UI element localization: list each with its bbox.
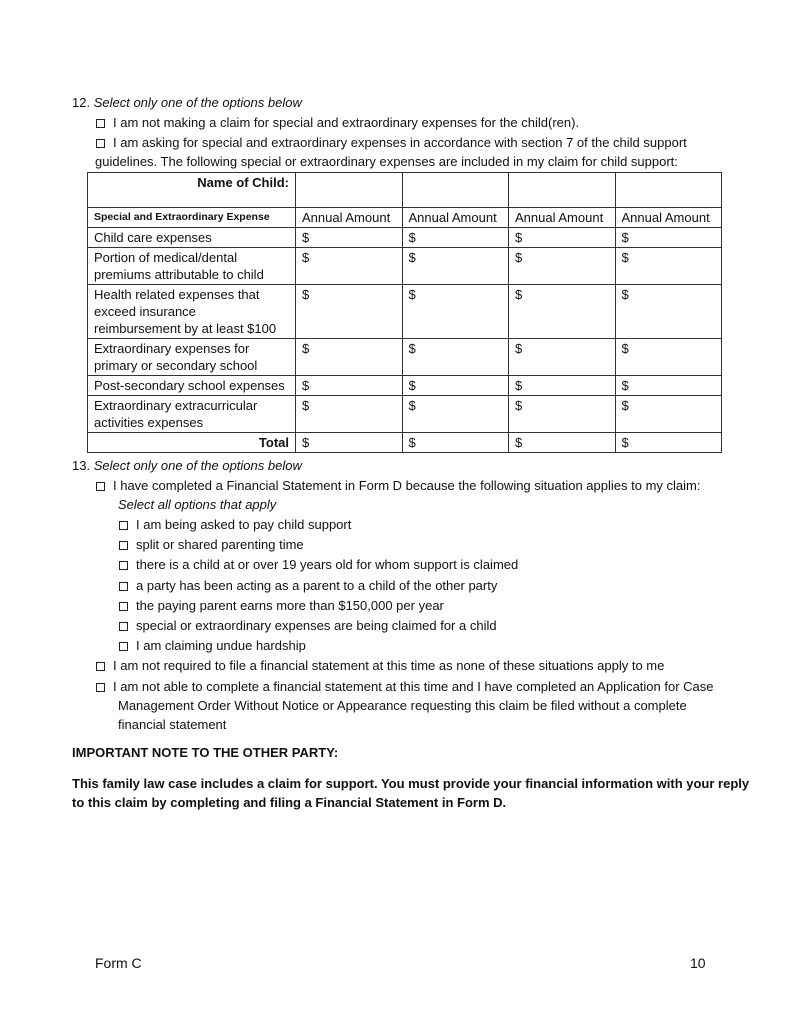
expense-name-cell (88, 248, 296, 285)
q13-sub-option-checkbox[interactable] (119, 602, 128, 611)
q13-sub-option-label: the paying parent earns more than $150,000 per year (136, 597, 444, 613)
footer-form-name: Form C (95, 955, 142, 971)
annual-amount-header: Annual Amount (296, 208, 403, 228)
currency-symbol: $ (408, 398, 416, 413)
annual-amount-cell[interactable] (402, 339, 509, 376)
currency-symbol: $ (302, 378, 310, 393)
currency-symbol: $ (515, 287, 523, 302)
annual-amount-cell[interactable] (509, 228, 616, 248)
currency-symbol: $ (302, 341, 310, 356)
q12-option-claim (96, 135, 687, 150)
annual-amount-cell[interactable] (296, 339, 403, 376)
annual-amount-header: Annual Amount (615, 208, 722, 228)
currency-symbol: $ (515, 230, 523, 245)
q12-option2-label-cont: guidelines. The following special or extraordinary expenses are included in my claim for child support: (95, 154, 678, 169)
q13-sub-option-checkbox[interactable] (119, 642, 128, 651)
q13-heading-text: Select only one of the options below (93, 458, 302, 473)
annual-amount-cell[interactable] (402, 248, 509, 285)
table-row (88, 248, 722, 285)
child-name-cell[interactable] (402, 173, 509, 208)
table-row (88, 376, 722, 396)
expense-name-line: primary or secondary school (94, 358, 258, 373)
child-name-cell[interactable] (615, 173, 722, 208)
currency-symbol: $ (302, 435, 310, 450)
total-amount-cell[interactable] (509, 433, 616, 453)
expense-name-cell (88, 228, 296, 248)
q13-sub-option-label: split or shared parenting time (136, 537, 304, 553)
annual-amount-cell[interactable] (509, 285, 616, 339)
q13-sub-option-label: I am claiming undue hardship (136, 638, 306, 654)
annual-amount-cell[interactable] (615, 376, 722, 396)
page-number: 10 (690, 955, 706, 971)
q13-option-completed (96, 478, 700, 493)
table-total-row (88, 433, 722, 453)
table-row (88, 396, 722, 433)
currency-symbol: $ (515, 341, 523, 356)
q12-option2-checkbox[interactable] (96, 139, 105, 148)
annual-amount-cell[interactable] (615, 396, 722, 433)
expense-name-line: reimbursement by at least $100 (94, 321, 277, 336)
currency-symbol: $ (621, 287, 629, 302)
child-name-cell[interactable] (509, 173, 616, 208)
currency-symbol: $ (408, 341, 416, 356)
currency-symbol: $ (408, 230, 416, 245)
currency-symbol: $ (621, 378, 629, 393)
expense-name-line: Extraordinary expenses for (94, 341, 250, 356)
expense-name-line: premiums attributable to child (94, 267, 264, 282)
q12-option1-label: I am not making a claim for special and extraordinary expenses for the child(ren). (113, 115, 580, 130)
annual-amount-cell[interactable] (402, 396, 509, 433)
q13-option3-label: I am not able to complete a financial statement at this time and I have completed an Application for Case (113, 679, 714, 694)
total-label: Total (88, 433, 296, 453)
annual-amount-cell[interactable] (615, 248, 722, 285)
currency-symbol: $ (621, 398, 629, 413)
currency-symbol: $ (621, 230, 629, 245)
q13-option2-label: I am not required to file a financial statement at this time as none of these situations apply to me (113, 658, 665, 673)
currency-symbol: $ (302, 250, 310, 265)
currency-symbol: $ (408, 287, 416, 302)
expense-name-line: Child care expenses (94, 230, 212, 245)
important-note-title: IMPORTANT NOTE TO THE OTHER PARTY: (72, 745, 339, 760)
q13-option3-checkbox[interactable] (96, 683, 105, 692)
table-name-row (88, 173, 722, 208)
annual-amount-cell[interactable] (509, 376, 616, 396)
expense-name-line: activities expenses (94, 415, 204, 430)
q13-option-not-able (96, 679, 714, 694)
currency-symbol: $ (515, 435, 523, 450)
important-note-text: This family law case includes a claim for support. You must provide your financial information with your reply (72, 776, 750, 791)
currency-symbol: $ (515, 378, 523, 393)
total-amount-cell[interactable] (296, 433, 403, 453)
annual-amount-cell[interactable] (402, 376, 509, 396)
expense-name-cell (88, 339, 296, 376)
q13-option2-checkbox[interactable] (96, 662, 105, 671)
child-name-cell[interactable] (296, 173, 403, 208)
q12-option2-label: I am asking for special and extraordinary expenses in accordance with section 7 of the child support (113, 135, 687, 150)
currency-symbol: $ (408, 378, 416, 393)
annual-amount-cell[interactable] (402, 285, 509, 339)
q13-sub-option (119, 537, 304, 552)
table-row (88, 285, 722, 339)
expense-column-header: Special and Extraordinary Expense (88, 208, 296, 228)
currency-symbol: $ (408, 250, 416, 265)
q13-sub-option (119, 618, 497, 633)
q13-sub-option (119, 598, 444, 613)
q13-sub-option-label: there is a child at or over 19 years old for whom support is claimed (136, 557, 519, 573)
annual-amount-cell[interactable] (296, 285, 403, 339)
q13-sub-option (119, 557, 518, 572)
currency-symbol: $ (621, 341, 629, 356)
annual-amount-cell[interactable] (509, 248, 616, 285)
q13-sub-option-label: a party has been acting as a parent to a child of the other party (136, 577, 498, 593)
q12-option-no-claim (96, 115, 579, 130)
q13-option3-label-cont: Management Order Without Notice or Appearance requesting this claim be filed without a complete (118, 698, 687, 713)
q13-sub-option-label: I am being asked to pay child support (136, 517, 352, 532)
important-note-text-cont: to this claim by completing and filing a Financial Statement in Form D. (72, 795, 507, 810)
table-header-row (88, 208, 722, 228)
currency-symbol: $ (515, 250, 523, 265)
currency-symbol: $ (302, 230, 310, 245)
expense-name-line: Post-secondary school expenses (94, 378, 285, 393)
annual-amount-cell[interactable] (615, 285, 722, 339)
expense-name-line: exceed insurance (94, 304, 196, 319)
q13-sub-option-checkbox[interactable] (119, 521, 128, 530)
q13-sub-option (119, 578, 497, 593)
q13-sub-option (119, 638, 306, 653)
q12-heading-text: Select only one of the options below (93, 95, 302, 110)
expense-name-line: Health related expenses that (94, 287, 260, 302)
q12-option1-checkbox[interactable] (96, 119, 105, 128)
q13-sub-option (119, 517, 351, 532)
expenses-table (87, 172, 722, 453)
currency-symbol: $ (302, 287, 310, 302)
currency-symbol: $ (408, 435, 416, 450)
expense-name-cell (88, 285, 296, 339)
q13-sub-option-checkbox[interactable] (119, 541, 128, 550)
expense-name-cell (88, 376, 296, 396)
q12-heading (72, 95, 302, 110)
q13-option3-label-cont2: financial statement (118, 717, 227, 732)
annual-amount-cell[interactable] (296, 248, 403, 285)
currency-symbol: $ (621, 250, 629, 265)
annual-amount-cell[interactable] (509, 339, 616, 376)
total-amount-cell[interactable] (615, 433, 722, 453)
q13-heading (72, 458, 302, 473)
annual-amount-cell[interactable] (615, 339, 722, 376)
table-row (88, 228, 722, 248)
currency-symbol: $ (621, 435, 629, 450)
q12-number: 12. (72, 95, 91, 110)
annual-amount-cell[interactable] (509, 396, 616, 433)
expense-name-line: Portion of medical/dental (94, 250, 238, 265)
annual-amount-header: Annual Amount (402, 208, 509, 228)
total-amount-cell[interactable] (402, 433, 509, 453)
q13-number: 13. (72, 458, 91, 473)
annual-amount-cell[interactable] (296, 228, 403, 248)
currency-symbol: $ (515, 398, 523, 413)
annual-amount-cell[interactable] (402, 228, 509, 248)
q13-option1-checkbox[interactable] (96, 482, 105, 491)
annual-amount-cell[interactable] (296, 396, 403, 433)
q13-sub-option-label: special or extraordinary expenses are being claimed for a child (136, 618, 497, 633)
name-of-child-label: Name of Child: (88, 173, 296, 208)
expense-name-cell (88, 396, 296, 433)
annual-amount-cell[interactable] (615, 228, 722, 248)
expense-name-line: Extraordinary extracurricular (94, 398, 258, 413)
q13-option1-label: I have completed a Financial Statement in Form D because the following situation applies to my claim: (113, 478, 701, 493)
q13-option-not-required (96, 658, 664, 673)
q13-sub-option-checkbox[interactable] (119, 561, 128, 570)
q13-sub-heading: Select all options that apply (118, 497, 277, 512)
q13-sub-option-checkbox[interactable] (119, 622, 128, 631)
table-row (88, 339, 722, 376)
q13-sub-option-checkbox[interactable] (119, 582, 128, 591)
annual-amount-cell[interactable] (296, 376, 403, 396)
annual-amount-header: Annual Amount (509, 208, 616, 228)
currency-symbol: $ (302, 398, 310, 413)
